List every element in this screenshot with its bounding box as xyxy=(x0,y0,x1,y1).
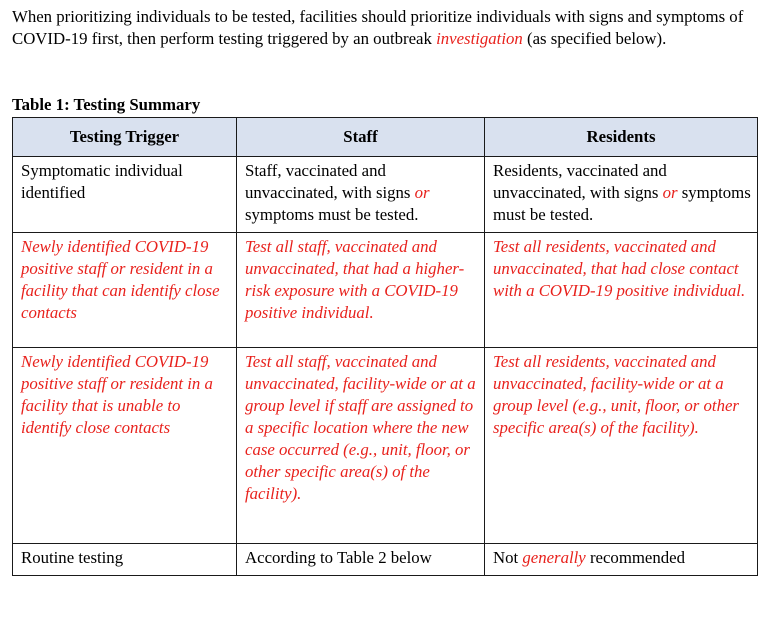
header-staff: Staff xyxy=(237,118,485,157)
staff-cell: Test all staff, vaccinated and unvaccinated, that had a higher-risk exposure with a COVID-19 positive individual. xyxy=(237,233,485,348)
residents-cell xyxy=(485,157,758,233)
residents-text: Residents, vaccinated and unvaccinated, with signs xyxy=(493,161,667,202)
intro-text: When prioritizing individuals to be tested, facilities should prioritize individuals with signs and symptoms of COVID-19 first, then perform testing triggered by an outbreak xyxy=(12,7,744,48)
residents-cell: Test all residents, vaccinated and unvaccinated, facility-wide or at a group level (e.g., unit, floor, or other specific area(s) of the facility). xyxy=(485,348,758,544)
table-caption: Table 1: Testing Summary xyxy=(12,95,201,114)
residents-cell: Test all residents, vaccinated and unvaccinated, that had close contact with a COVID-19 positive individual. xyxy=(485,233,758,348)
residents-text-end: recommended xyxy=(585,548,685,567)
staff-cell: According to Table 2 below xyxy=(237,544,485,576)
residents-text: Not xyxy=(493,548,523,567)
header-testing-trigger: Testing Trigger xyxy=(13,118,237,157)
staff-emphasis: or xyxy=(414,183,430,202)
trigger-cell: Routine testing xyxy=(13,544,237,576)
table-header-row xyxy=(13,118,758,157)
intro-text-end: (as specified below). xyxy=(522,29,667,48)
staff-text: Staff, vaccinated and unvaccinated, with signs xyxy=(245,161,415,202)
staff-cell xyxy=(237,157,485,233)
staff-cell: Test all staff, vaccinated and unvaccinated, facility-wide or at a group level if staff are assigned to a specific location where the new case occurred (e.g., unit, floor, or other specific area(s) of the facility). xyxy=(237,348,485,544)
table-row xyxy=(13,157,758,233)
trigger-cell: Newly identified COVID-19 positive staff or resident in a facility that is unable to identify close contacts xyxy=(13,348,237,544)
trigger-cell: Symptomatic individual identified xyxy=(13,157,237,233)
residents-cell xyxy=(485,544,758,576)
trigger-cell: Newly identified COVID-19 positive staff or resident in a facility that can identify close contacts xyxy=(13,233,237,348)
intro-emphasis: investigation xyxy=(436,29,523,48)
table-row xyxy=(13,544,758,576)
header-residents: Residents xyxy=(485,118,758,157)
testing-summary-table xyxy=(12,117,758,576)
staff-text-end: symptoms must be tested. xyxy=(245,205,419,224)
residents-text-end: symptoms must be tested. xyxy=(493,183,751,224)
table-row xyxy=(13,348,758,544)
residents-emphasis: generally xyxy=(522,548,586,567)
table-row xyxy=(13,233,758,348)
residents-emphasis: or xyxy=(662,183,678,202)
intro-paragraph xyxy=(12,6,760,50)
